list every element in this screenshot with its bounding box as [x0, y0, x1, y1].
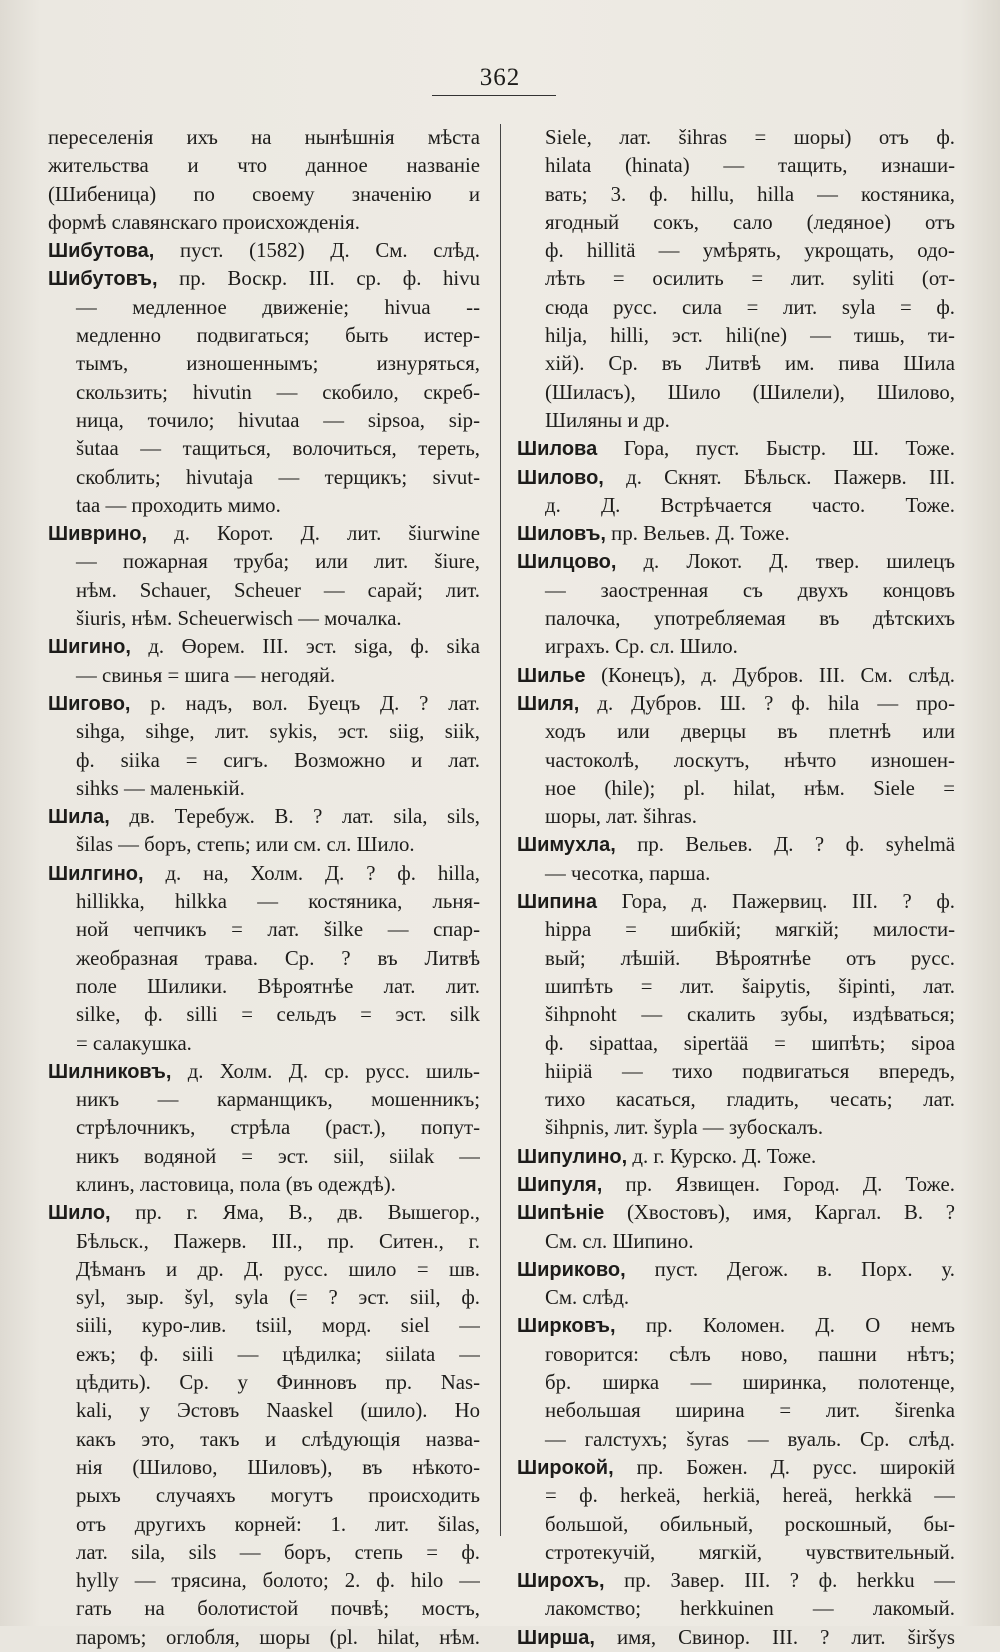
headword: Шимухла, [517, 834, 616, 857]
line-text: šutaa — тащиться, волочиться, тереть, [76, 437, 480, 461]
text-line [517, 1143, 955, 1171]
text-line [48, 1114, 480, 1142]
text-line [517, 718, 955, 746]
line-text: = салакушка. [76, 1031, 192, 1055]
line-text: пр. г. Яма, В., дв. Вышегор., [110, 1201, 480, 1225]
line-text: говорится: сѣлъ ново, пашни нѣтъ; [545, 1342, 955, 1366]
text-line [48, 1284, 480, 1312]
text-line [517, 1114, 955, 1142]
text-line [517, 1482, 955, 1510]
line-text: жительства и что данное названіе [48, 154, 480, 178]
text-line [517, 322, 955, 350]
line-text: пр. Язвищен. Город. Д. Тоже. [602, 1172, 955, 1196]
line-text: стрѣлочникъ, стрѣла (раст.), попут- [76, 1116, 480, 1140]
text-line [517, 690, 955, 718]
text-line [48, 124, 480, 152]
headword: Ширша, [517, 1626, 595, 1649]
text-line [48, 1058, 480, 1086]
line-text: хій). Ср. въ Литвѣ им. пива Шила [545, 352, 955, 376]
text-line [517, 803, 955, 831]
text-line [48, 1369, 480, 1397]
text-line [517, 152, 955, 180]
line-text: лакомство; herkkuinen — лакомый. [545, 1597, 955, 1621]
line-text: д. Дубров. Ш. ? ф. hila — про- [579, 691, 955, 715]
text-line [48, 916, 480, 944]
text-line [48, 945, 480, 973]
line-text: поле Шилики. Вѣроятнѣе лат. лит. [76, 974, 480, 998]
headword: Шигино, [48, 636, 131, 659]
line-text: См. сл. Шипино. [545, 1229, 694, 1253]
line-text: taa — проходить мимо. [76, 493, 281, 517]
line-text: ежъ; ф. siili — цѣдилка; siilata — [76, 1342, 480, 1366]
text-line [517, 662, 955, 690]
text-line [48, 464, 480, 492]
text-line [517, 605, 955, 633]
text-line [517, 945, 955, 973]
header-rule [432, 95, 556, 96]
text-line [48, 577, 480, 605]
line-text: вый; лѣшій. Вѣроятнѣе отъ русс. [545, 946, 955, 970]
text-line [48, 237, 480, 265]
headword: Шибутовъ, [48, 268, 158, 291]
line-text: пр. Коломен. Д. О немъ [615, 1314, 955, 1338]
text-line [48, 322, 480, 350]
text-line [48, 407, 480, 435]
text-line [48, 492, 480, 520]
line-text: — галстухъ; šyras — вуаль. Ср. слѣд. [545, 1427, 955, 1451]
text-line [48, 1228, 480, 1256]
text-line [48, 1256, 480, 1284]
page-number: 362 [479, 64, 521, 91]
line-text: формѣ славянскаго происхожденія. [48, 210, 360, 234]
line-text: šihpnis, лит. šypla — зубоскалъ. [545, 1116, 824, 1140]
text-line [517, 1284, 955, 1312]
text-line [48, 1341, 480, 1369]
line-text: какъ это, такъ и слѣдующія назва- [76, 1427, 480, 1451]
headword: Шипѣніе [517, 1202, 605, 1225]
line-text: siili, куро-лив. tsiil, морд. siel — [76, 1314, 480, 1338]
text-line [48, 803, 480, 831]
line-text: паромъ; оглобля, шоры (pl. hilat, нѣм. [76, 1625, 480, 1649]
line-text: hippa = шибкій; мягкій; милости- [545, 918, 955, 942]
line-text: нія (Шилово, Шиловъ), въ нѣкото- [76, 1455, 480, 1479]
text-line [517, 1511, 955, 1539]
line-text: д. на, Холм. Д. ? ф. hilla, [143, 861, 480, 885]
text-line [517, 1312, 955, 1340]
text-line [48, 1539, 480, 1567]
text-line [48, 1454, 480, 1482]
text-line [517, 577, 955, 605]
text-line [517, 124, 955, 152]
text-line [517, 1058, 955, 1086]
line-text: Шиляны и др. [545, 408, 670, 432]
line-text: сюда русс. сила = лит. syla = ф. [545, 295, 955, 319]
headword: Шилцово, [517, 551, 617, 574]
text-line [517, 1228, 955, 1256]
text-line [517, 492, 955, 520]
line-text: цѣдить). Ср. у Финновъ пр. Nas- [76, 1371, 480, 1395]
headword: Широхъ, [517, 1570, 605, 1593]
line-text: шоры, лат. šihras. [545, 805, 697, 829]
line-text: отъ другихъ корней: 1. лит. šilas, [76, 1512, 480, 1536]
line-text: syl, зыр. šyl, syla (= ? эст. siil, ф. [76, 1286, 480, 1310]
text-line [517, 1426, 955, 1454]
text-line [48, 605, 480, 633]
line-text: (Конецъ), д. Дубров. III. См. слѣд. [585, 663, 955, 687]
line-text: лѣть = осилить = лит. syliti (от- [545, 267, 955, 291]
line-text: (Шиласъ), Шило (Шилели), Шилово, [545, 380, 955, 404]
line-text: sihga, sihge, лит. sykis, эст. siig, siik, [76, 720, 480, 744]
line-text: жеобразная трава. Ср. ? въ Литвѣ [76, 946, 480, 970]
text-line [517, 633, 955, 661]
text-line [517, 1341, 955, 1369]
text-line [48, 435, 480, 463]
line-text: — чесотка, парша. [545, 861, 711, 885]
text-line [48, 1312, 480, 1340]
line-text: šilas — боръ, степь; или см. сл. Шило. [76, 833, 415, 857]
line-text: никъ водяной = эст. siil, siilak — [76, 1144, 480, 1168]
text-line [48, 718, 480, 746]
line-text: (Шибеница) по своему значенію и [48, 182, 480, 206]
line-text: частоколѣ, лоскутъ, нѣчто изношен- [545, 748, 955, 772]
text-line [517, 916, 955, 944]
line-text: вать; 3. ф. hillu, hilla — костяника, [545, 182, 955, 206]
line-text: лат. sila, sils — боръ, степь = ф. [76, 1540, 480, 1564]
text-line [48, 181, 480, 209]
right-column [517, 124, 955, 1652]
text-line [48, 690, 480, 718]
text-line [517, 520, 955, 548]
text-line [517, 1199, 955, 1227]
line-text: Siele, лат. šihras = шоры) отъ ф. [545, 126, 955, 149]
line-text: Дѣманъ и др. Д. русс. шило = шв. [76, 1257, 480, 1281]
line-text: silke, ф. silli = сельдъ = эст. silk [76, 1003, 480, 1027]
line-text: д. Өорем. III. эст. siga, ф. sika [130, 635, 480, 659]
line-text: пр. Воскр. III. ср. ф. hivu [157, 267, 480, 291]
line-text: пуст. (1582) Д. См. слѣд. [154, 239, 480, 263]
text-line [48, 1567, 480, 1595]
text-line [517, 1595, 955, 1623]
line-text: стротекучій, мягкій, чувствительный. [545, 1540, 955, 1564]
headword: Шиврино, [48, 523, 148, 546]
headword: Шипулино, [517, 1145, 628, 1168]
text-line [48, 1426, 480, 1454]
left-column [48, 124, 480, 1652]
line-text: р. надъ, вол. Буецъ Д. ? лат. [130, 691, 480, 715]
line-text: ягодный сокъ, сало (ледяное) отъ [545, 210, 955, 234]
line-text: бр. ширка — ширинка, полотенце, [545, 1371, 955, 1395]
line-text: См. слѣд. [545, 1286, 630, 1310]
line-text: играхъ. Ср. сл. Шило. [545, 635, 738, 659]
column-divider [500, 124, 501, 1536]
line-text: д. Локот. Д. твер. шилецъ [616, 550, 955, 574]
text-line [517, 1624, 955, 1652]
text-line [517, 1001, 955, 1029]
text-line [517, 294, 955, 322]
line-text: пр. Вельев. Д. ? ф. syhelmä [615, 833, 955, 857]
text-line [517, 1397, 955, 1425]
text-line [48, 1595, 480, 1623]
line-text: д. Д. Встрѣчается часто. Тоже. [545, 493, 955, 517]
text-line [517, 350, 955, 378]
headword: Ширковъ, [517, 1315, 616, 1338]
line-text: ной чепчикъ = лат. šilke — спар- [76, 918, 480, 942]
line-text: скользить; hivutin — скобило, скреб- [76, 380, 480, 404]
line-text: клинъ, ластовица, пола (въ одеждѣ). [76, 1172, 396, 1196]
line-text: никъ — карманщикъ, мошенникъ; [76, 1088, 480, 1112]
line-text: = ф. herkeä, herkiä, hereä, herkkä — [545, 1484, 955, 1508]
text-line [517, 209, 955, 237]
text-line [517, 1454, 955, 1482]
text-line [48, 520, 480, 548]
text-line [48, 1030, 480, 1058]
text-line [517, 435, 955, 463]
line-text: пр. Завер. III. ? ф. herkku — [604, 1569, 955, 1593]
text-line [48, 1482, 480, 1510]
text-line [48, 1171, 480, 1199]
line-text: — пожарная труба; или лит. šiure, [76, 550, 480, 574]
headword: Шибутова, [48, 240, 155, 263]
headword: Шириково, [517, 1258, 626, 1281]
text-line [517, 1171, 955, 1199]
text-line [48, 548, 480, 576]
text-line [517, 888, 955, 916]
line-text: дв. Теребуж. В. ? лат. sila, sils, [109, 805, 480, 829]
text-line [48, 775, 480, 803]
line-text: пуст. Дегож. в. Порх. у. [625, 1257, 955, 1281]
text-line [517, 775, 955, 803]
headword: Шилово, [517, 466, 604, 489]
line-text: šihpnoht — скалить зубы, издѣваться; [545, 1003, 955, 1027]
text-line [517, 265, 955, 293]
text-line [517, 1539, 955, 1567]
headword: Шило, [48, 1202, 111, 1225]
text-line [517, 548, 955, 576]
headword: Шиля, [517, 692, 580, 715]
line-text: д. Корот. Д. лит. šiurwine [147, 522, 480, 546]
headword: Шила, [48, 806, 110, 829]
text-line [48, 1624, 480, 1652]
line-text: (Хвостовъ), имя, Каргал. В. ? [604, 1201, 955, 1225]
headword: Шипина [517, 891, 597, 914]
text-line [517, 1030, 955, 1058]
line-text: гать на болотистой почвѣ; мостъ, [76, 1597, 480, 1621]
line-text: д. Скнят. Бѣльск. Пажерв. III. [603, 465, 955, 489]
line-text: небольшая ширина = лит. širenka [545, 1399, 955, 1423]
line-text: Гора, пуст. Быстр. Ш. Тоже. [597, 437, 955, 461]
text-line [48, 350, 480, 378]
text-line [48, 860, 480, 888]
text-line [48, 1511, 480, 1539]
headword: Шилова [517, 438, 598, 461]
line-text: hillikka, hilkka — костяника, льня- [76, 890, 480, 914]
line-text: тымъ, изношеннымъ; изнуряться, [76, 352, 480, 376]
text-line [48, 1143, 480, 1171]
headword: Шипуля, [517, 1173, 603, 1196]
line-text: — свинья = шига — негодяй. [76, 663, 336, 687]
line-text: ф. siika = сигъ. Возможно и лат. [76, 748, 480, 772]
line-text: hilja, hilli, эст. hili(ne) — тишь, ти- [545, 324, 955, 348]
headword: Шигово, [48, 692, 131, 715]
line-text: большой, обильный, роскошный, бы- [545, 1512, 955, 1536]
line-text: пр. Божен. Д. русс. широкій [613, 1455, 955, 1479]
text-line [48, 831, 480, 859]
headword: Шиловъ, [517, 523, 606, 546]
text-line [48, 1001, 480, 1029]
line-text: Бѣльск., Пажерв. III., пр. Ситен., г. [76, 1229, 480, 1253]
line-text: Гора, д. Пажервиц. III. ? ф. [596, 890, 955, 914]
text-line [48, 152, 480, 180]
text-line [48, 1086, 480, 1114]
line-text: ное (hile); pl. hilat, нѣм. Siele = [545, 776, 955, 800]
line-text: — медленное движеніе; hivua -- [76, 295, 480, 319]
line-text: ходъ или дверцы въ плетнѣ или [545, 720, 955, 744]
text-line [517, 860, 955, 888]
line-text: шипѣть = лит. šaipytis, šipinti, лат. [545, 974, 955, 998]
headword: Шилниковъ, [48, 1060, 172, 1083]
text-line [517, 181, 955, 209]
text-line [48, 265, 480, 293]
line-text: ница, точило; hivutaa — sipsoa, sip- [76, 408, 480, 432]
line-text: имя, Свинор. III. ? лит. širšys [594, 1625, 955, 1649]
line-text: пр. Вельев. Д. Тоже. [605, 522, 790, 546]
text-line [48, 294, 480, 322]
headword: Шилгино, [48, 862, 144, 885]
text-line [517, 1256, 955, 1284]
text-line [48, 1199, 480, 1227]
text-line [48, 662, 480, 690]
line-text: hilata (hinata) — тащить, изнаши- [545, 154, 955, 178]
text-line [48, 209, 480, 237]
text-line [517, 407, 955, 435]
line-text: д. г. Курско. Д. Тоже. [627, 1144, 817, 1168]
line-text: скоблить; hivutaja — терщикъ; sivut- [76, 465, 480, 489]
line-text: тихо касаться, гладить, чесать; лат. [545, 1088, 955, 1112]
headword: Шилье [517, 664, 586, 687]
line-text: переселенія ихъ на нынѣшнія мѣста [48, 126, 480, 149]
text-line [517, 747, 955, 775]
text-line [48, 973, 480, 1001]
line-text: ф. sipattaa, sipertää = шипѣть; siроа [545, 1031, 955, 1055]
line-text: šiuris, нѣм. Scheuerwisch — мочалка. [76, 607, 402, 631]
text-line [517, 1567, 955, 1595]
text-line [517, 973, 955, 1001]
line-text: рыхъ случаяхъ могутъ происходить [76, 1484, 480, 1508]
text-line [517, 1086, 955, 1114]
text-line [48, 1397, 480, 1425]
line-text: sihks — маленькій. [76, 776, 245, 800]
headword: Широкой, [517, 1456, 614, 1479]
text-line [48, 633, 480, 661]
line-text: ф. hillitä — умѣрять, укрощать, одо- [545, 239, 955, 263]
text-line [48, 747, 480, 775]
line-text: медленно подвигаться; быть истер- [76, 324, 480, 348]
text-line [517, 237, 955, 265]
line-text: hiipiä — тихо подвигаться впередъ, [545, 1059, 955, 1083]
text-line [48, 888, 480, 916]
text-line [517, 831, 955, 859]
text-line [517, 464, 955, 492]
line-text: нѣм. Schauer, Scheuer — сарай; лит. [76, 578, 480, 602]
line-text: — заостренная съ двухъ концовъ [545, 578, 955, 602]
text-line [517, 1369, 955, 1397]
line-text: kali, у Эстовъ Naaskel (шило). Но [76, 1399, 480, 1423]
text-line [517, 379, 955, 407]
line-text: д. Холм. Д. ср. русс. шиль- [171, 1059, 480, 1083]
line-text: hyllу — трясина, болото; 2. ф. hilo — [76, 1569, 480, 1593]
text-line [48, 379, 480, 407]
line-text: палочка, употребляемая въ дѣтскихъ [545, 607, 955, 631]
